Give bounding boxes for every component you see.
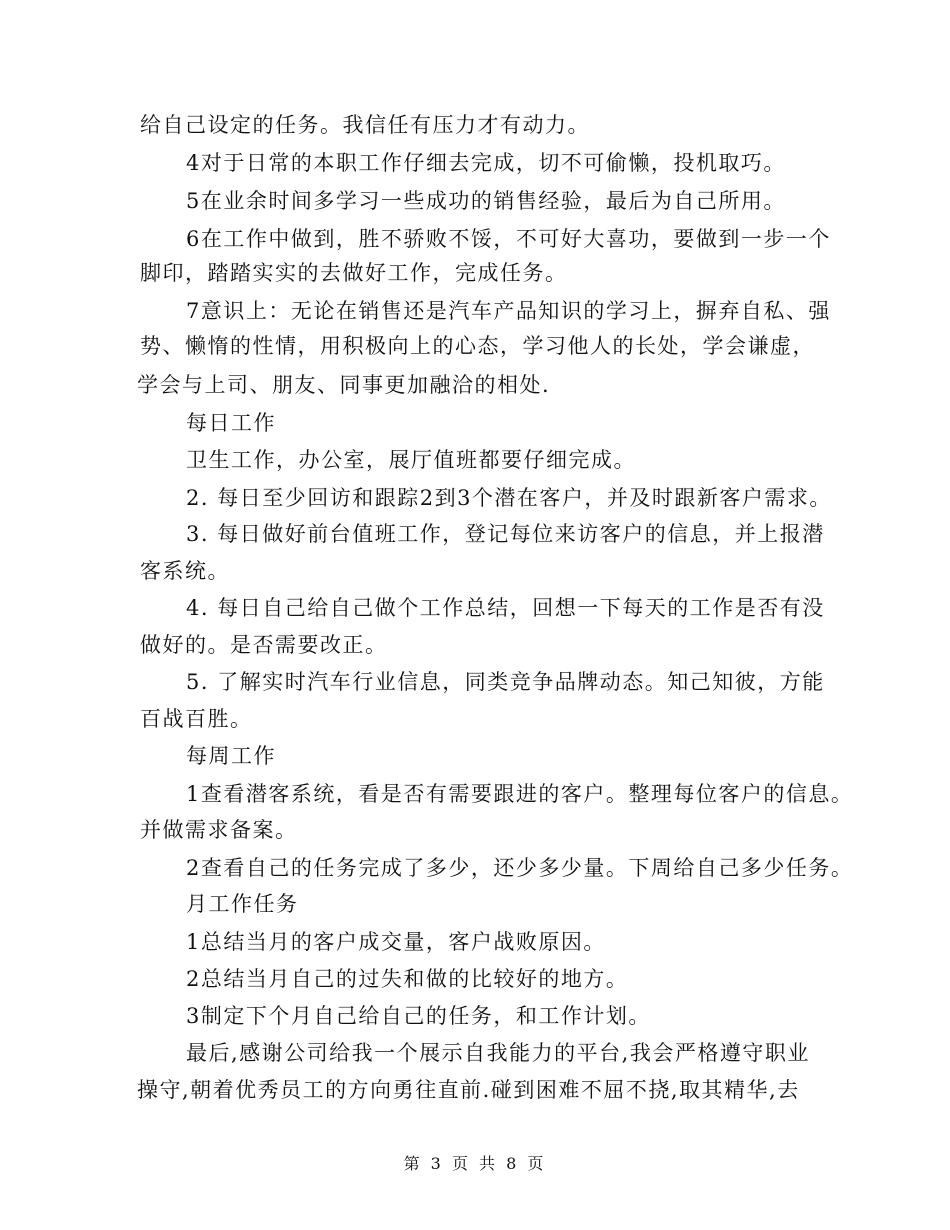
text-line: 4对于日常的本职工作仔细去完成，切不可偷懒，投机取巧。 (186, 151, 786, 175)
text-line: 2总结当月自己的过失和做的比较好的地方。 (186, 967, 629, 991)
text-line: 并做需求备案。 (140, 818, 298, 842)
text-line: 5在业余时间多学习一些成功的销售经验，最后为自己所用。 (186, 189, 786, 213)
text-line: 卫生工作，办公室，展厅值班都要仔细完成。 (186, 448, 636, 472)
text-line: 操守,朝着优秀员工的方向勇往直前.碰到困难不屈不挠,取其精华,去 (137, 1078, 800, 1102)
text-line: 最后,感谢公司给我一个展示自我能力的平台,我会严格遵守职业 (186, 1041, 810, 1065)
text-line: 1总结当月的客户成交量，客户战败原因。 (186, 930, 606, 954)
text-line: 给自己设定的任务。我信任有压力才有动力。 (140, 113, 590, 137)
page-number-footer: 第 3 页 共 8 页 (403, 1154, 547, 1173)
text-line: 学会与上司、朋友、同事更加融洽的相处. (137, 373, 551, 397)
text-line: 5. 了解实时汽车行业信息，同类竞争品牌动态。知己知彼，方能 (186, 670, 825, 694)
text-line: 6在工作中做到，胜不骄败不馁，不可好大喜功，要做到一步一个 (186, 227, 831, 251)
section-heading: 月工作任务 (186, 892, 299, 916)
text-line: 百战百胜。 (140, 707, 253, 731)
text-line: 2查看自己的任务完成了多少，还少多少量。下周给自己多少任务。 (186, 856, 854, 880)
text-line: 4. 每日自己给自己做个工作总结，回想一下每天的工作是否有没 (186, 596, 825, 620)
text-line: 3. 每日做好前台值班工作，登记每位来访客户的信息，并上报潜 (186, 522, 825, 546)
section-heading: 每日工作 (186, 411, 276, 435)
text-line: 2. 每日至少回访和跟踪2到3个潜在客户，并及时跟新客户需求。 (186, 486, 832, 510)
text-line: 3制定下个月自己给自己的任务，和工作计划。 (186, 1004, 651, 1028)
text-line: 客系统。 (140, 559, 230, 583)
text-line: 1查看潜客系统，看是否有需要跟进的客户。整理每位客户的信息。 (186, 782, 854, 806)
section-heading: 每周工作 (186, 744, 276, 768)
text-line: 势、懒惰的性情，用积极向上的心态，学习他人的长处，学会谦虚， (140, 334, 815, 358)
text-line: 7意识上：无论在销售还是汽车产品知识的学习上，摒弃自私、强 (186, 299, 831, 323)
text-line: 脚印，踏踏实实的去做好工作，完成任务。 (140, 261, 568, 285)
text-line: 做好的。是否需要改正。 (140, 633, 388, 657)
